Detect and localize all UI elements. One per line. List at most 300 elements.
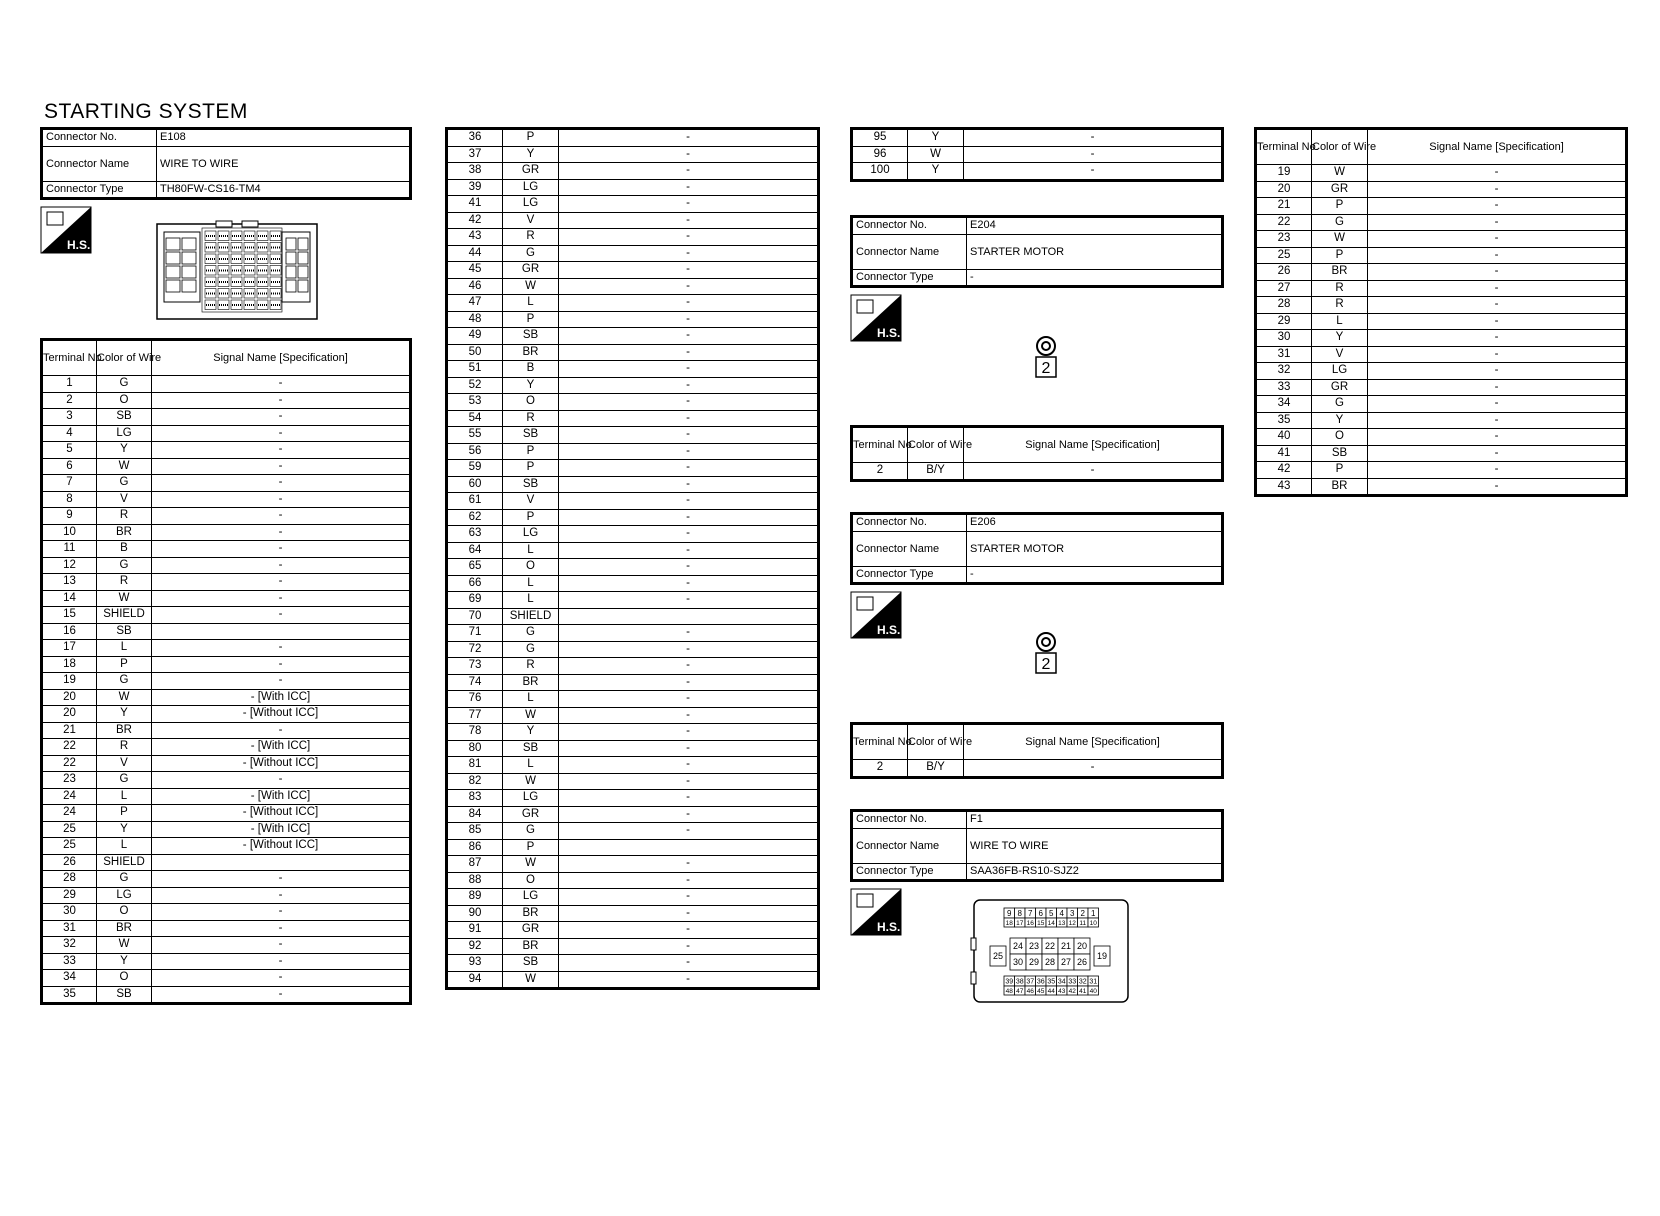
connector-name-value: WIRE TO WIRE <box>157 146 411 181</box>
terminal-number: 33 <box>1068 978 1077 986</box>
table-row <box>447 262 819 279</box>
table-row <box>1256 247 1627 264</box>
terminal-number: 30 <box>1012 957 1024 968</box>
signal-name-cell: - [With ICC] <box>152 689 411 706</box>
terminal-no-cell: 63 <box>447 526 503 543</box>
connector-f1-info <box>850 809 1224 882</box>
signal-name-cell: - <box>152 673 411 690</box>
signal-name-cell: - <box>559 295 819 312</box>
wire-color-cell: W <box>503 707 559 724</box>
connector-e108-info <box>40 127 412 200</box>
table-row <box>1256 346 1627 363</box>
hs-label: H.S. <box>877 920 901 934</box>
table-row <box>1256 214 1627 231</box>
signal-name-cell: - <box>1368 478 1627 496</box>
wire-color-cell: SB <box>503 328 559 345</box>
terminal-no-cell: 28 <box>42 871 97 888</box>
signal-name-cell: - <box>152 524 411 541</box>
wire-color-cell: W <box>908 146 964 163</box>
wire-color-cell: LG <box>503 179 559 196</box>
connector-e204-info <box>850 215 1224 288</box>
e204-terminal-table <box>850 425 1224 482</box>
wire-color-cell: V <box>503 493 559 510</box>
wire-color-cell: Y <box>1312 412 1368 429</box>
wire-color-cell: B/Y <box>908 760 964 778</box>
terminal-number: 12 <box>1068 919 1076 927</box>
table-row <box>42 557 411 574</box>
table-row <box>1256 231 1627 248</box>
terminal-no-cell: 8 <box>42 491 97 508</box>
table-row <box>852 463 1223 481</box>
table-row <box>447 460 819 477</box>
table-row <box>447 625 819 642</box>
wire-color-cell: P <box>503 460 559 477</box>
wire-color-cell: BR <box>503 938 559 955</box>
wire-color-cell: V <box>97 755 152 772</box>
terminal-no-cell: 23 <box>42 772 97 789</box>
terminal-no-cell: 9 <box>42 508 97 525</box>
table-row <box>42 673 411 690</box>
wire-color-cell: G <box>97 772 152 789</box>
connector-type-label: Connector Type <box>852 863 967 881</box>
signal-name-cell: - <box>559 707 819 724</box>
connector-no-label: Connector No. <box>852 811 967 829</box>
signal-name-cell: - <box>559 806 819 823</box>
signal-name-cell: - <box>559 196 819 213</box>
connector-type-label: Connector Type <box>852 269 967 287</box>
terminal-no-cell: 6 <box>42 458 97 475</box>
terminal-number: 15 <box>1037 919 1045 927</box>
table-row <box>447 691 819 708</box>
terminal-number: 32 <box>1078 978 1087 986</box>
table-row <box>447 740 819 757</box>
terminal-no-header: Terminal No. <box>852 427 908 463</box>
table-row <box>1256 462 1627 479</box>
table-row <box>1256 297 1627 314</box>
terminal-no-cell: 34 <box>1256 396 1312 413</box>
terminal-no-cell: 95 <box>852 129 908 147</box>
wire-color-cell: Y <box>1312 330 1368 347</box>
wire-color-cell: L <box>1312 313 1368 330</box>
signal-name-cell: - <box>559 592 819 609</box>
wire-color-cell: Y <box>503 724 559 741</box>
terminal-no-cell: 2 <box>42 392 97 409</box>
terminal-no-cell: 25 <box>42 838 97 855</box>
wire-color-cell: G <box>97 673 152 690</box>
wire-color-cell: W <box>97 937 152 954</box>
terminal-number: 43 <box>1058 987 1066 995</box>
table-row <box>447 889 819 906</box>
signal-name-cell: - <box>964 146 1223 163</box>
wire-color-cell: LG <box>503 889 559 906</box>
signal-name-cell: - <box>559 146 819 163</box>
connector-type-value: SAA36FB-RS10-SJZ2 <box>967 863 1223 881</box>
connector-no-value: E108 <box>157 129 411 147</box>
table-row <box>447 971 819 989</box>
terminal-number: 2 <box>1080 908 1085 918</box>
wire-color-cell: B <box>97 541 152 558</box>
color-of-wire-header: Color of Wire <box>1312 129 1368 165</box>
terminal-number: 36 <box>1036 978 1045 986</box>
terminal-number: 4 <box>1059 908 1064 918</box>
connector-e108-diagram <box>156 220 318 321</box>
signal-name-cell: - <box>559 394 819 411</box>
terminal-number: 41 <box>1079 987 1087 995</box>
terminal-no-cell: 25 <box>1256 247 1312 264</box>
table-row <box>1256 165 1627 182</box>
terminal-no-cell: 29 <box>42 887 97 904</box>
signal-name-cell: - <box>559 377 819 394</box>
signal-name-cell: - <box>1368 445 1627 462</box>
color-of-wire-header: Color of Wire <box>908 724 964 760</box>
table-row <box>447 575 819 592</box>
table-row <box>42 574 411 591</box>
terminal-no-cell: 28 <box>1256 297 1312 314</box>
table-row <box>447 163 819 180</box>
table-row <box>1256 264 1627 281</box>
signal-name-header: Signal Name [Specification] <box>964 427 1223 463</box>
table-row <box>42 524 411 541</box>
wire-color-cell: P <box>503 443 559 460</box>
signal-name-cell: - [Without ICC] <box>152 805 411 822</box>
signal-name-cell: - [With ICC] <box>152 739 411 756</box>
wire-color-cell: R <box>503 229 559 246</box>
terminal-no-cell: 33 <box>1256 379 1312 396</box>
connector-name-label: Connector Name <box>852 828 967 863</box>
terminal-no-cell: 47 <box>447 295 503 312</box>
terminal-no-cell: 32 <box>1256 363 1312 380</box>
table-row <box>447 773 819 790</box>
wire-color-cell: SB <box>97 623 152 640</box>
signal-name-cell: - <box>559 179 819 196</box>
terminal-no-cell: 41 <box>447 196 503 213</box>
table-row <box>447 542 819 559</box>
wire-color-cell: P <box>1312 198 1368 215</box>
signal-name-cell: - [With ICC] <box>152 821 411 838</box>
signal-name-cell: - <box>559 129 819 147</box>
signal-name-cell: - <box>559 427 819 444</box>
terminal-number: 25 <box>992 951 1004 962</box>
table-row <box>447 559 819 576</box>
terminal-number: 48 <box>1005 987 1013 995</box>
signal-name-cell: - <box>559 361 819 378</box>
signal-name-cell: - <box>152 871 411 888</box>
wire-color-cell: Y <box>908 163 964 181</box>
terminal-number: 22 <box>1044 941 1056 952</box>
wire-color-cell: R <box>97 508 152 525</box>
table-row <box>42 508 411 525</box>
terminal-no-cell: 31 <box>1256 346 1312 363</box>
hs-harness-side-icon <box>850 591 902 639</box>
terminal-no-cell: 42 <box>1256 462 1312 479</box>
table-row <box>447 938 819 955</box>
connector-no-value: E206 <box>967 514 1223 532</box>
wire-color-cell: GR <box>503 806 559 823</box>
table-row <box>447 905 819 922</box>
signal-name-cell: - <box>1368 264 1627 281</box>
wire-color-cell: GR <box>503 262 559 279</box>
wire-color-cell: SHIELD <box>503 608 559 625</box>
table-row <box>42 656 411 673</box>
terminal-no-cell: 74 <box>447 674 503 691</box>
terminal-no-cell: 51 <box>447 361 503 378</box>
terminal-no-cell: 48 <box>447 311 503 328</box>
terminal-no-cell: 21 <box>42 722 97 739</box>
terminal-number: 28 <box>1044 957 1056 968</box>
hs-label: H.S. <box>877 623 901 637</box>
wire-color-cell: G <box>97 557 152 574</box>
connector-no-label: Connector No. <box>42 129 157 147</box>
terminal-number: 19 <box>1096 951 1108 962</box>
table-row <box>447 922 819 939</box>
terminal-no-cell: 23 <box>1256 231 1312 248</box>
table-row <box>852 163 1223 181</box>
wire-color-cell: R <box>1312 297 1368 314</box>
table-row <box>42 772 411 789</box>
table-row <box>42 392 411 409</box>
terminal-number: 40 <box>1089 987 1097 995</box>
terminal-no-cell: 37 <box>447 146 503 163</box>
terminal-no-cell: 77 <box>447 707 503 724</box>
wire-color-cell: G <box>1312 214 1368 231</box>
terminal-no-cell: 27 <box>1256 280 1312 297</box>
wire-color-cell: LG <box>97 425 152 442</box>
signal-name-cell: - <box>152 904 411 921</box>
wire-color-cell: O <box>1312 429 1368 446</box>
table-row <box>447 493 819 510</box>
wire-color-cell: R <box>503 658 559 675</box>
table-row <box>447 608 819 625</box>
signal-name-cell: - <box>559 460 819 477</box>
wire-color-cell: LG <box>1312 363 1368 380</box>
signal-name-cell: - <box>559 938 819 955</box>
signal-name-cell: - <box>559 823 819 840</box>
terminal-no-cell: 82 <box>447 773 503 790</box>
terminal-no-cell: 46 <box>447 278 503 295</box>
terminal-number: 29 <box>1028 957 1040 968</box>
terminal-number: 27 <box>1060 957 1072 968</box>
signal-name-cell: - <box>1368 280 1627 297</box>
wire-color-cell: SHIELD <box>97 607 152 624</box>
signal-name-cell: - <box>1368 313 1627 330</box>
terminal-no-cell: 86 <box>447 839 503 856</box>
wire-color-cell: Y <box>97 953 152 970</box>
wire-color-cell: L <box>97 788 152 805</box>
terminal-no-cell: 61 <box>447 493 503 510</box>
signal-name-cell: - <box>559 526 819 543</box>
wire-color-cell: SB <box>97 409 152 426</box>
wire-color-cell: V <box>503 212 559 229</box>
signal-name-cell: - <box>152 920 411 937</box>
terminal-no-cell: 73 <box>447 658 503 675</box>
hs-harness-side-icon <box>850 294 902 342</box>
table-row <box>447 658 819 675</box>
table-row <box>42 937 411 954</box>
terminal-no-cell: 20 <box>1256 181 1312 198</box>
wire-color-cell: W <box>1312 165 1368 182</box>
terminal-no-cell: 52 <box>447 377 503 394</box>
wire-color-cell: L <box>503 295 559 312</box>
wire-color-cell: W <box>503 856 559 873</box>
signal-name-cell: - <box>559 163 819 180</box>
signal-name-cell: - <box>559 262 819 279</box>
terminal-no-cell: 18 <box>42 656 97 673</box>
signal-name-cell: - <box>559 278 819 295</box>
table-row <box>447 823 819 840</box>
f1-terminal-table <box>1254 127 1628 497</box>
terminal-no-cell: 78 <box>447 724 503 741</box>
connector-name-value: STARTER MOTOR <box>967 531 1223 566</box>
wire-color-cell: LG <box>97 887 152 904</box>
table-row <box>1256 396 1627 413</box>
terminal-no-cell: 20 <box>42 706 97 723</box>
e108-terminal-table-1 <box>40 338 412 1005</box>
signal-name-cell: - <box>559 443 819 460</box>
wire-color-cell: O <box>97 970 152 987</box>
terminal-no-cell: 80 <box>447 740 503 757</box>
terminal-number: 13 <box>1058 919 1066 927</box>
wire-color-cell: L <box>503 691 559 708</box>
terminal-number: 5 <box>1049 908 1054 918</box>
terminal-number: 3 <box>1070 908 1075 918</box>
table-row <box>42 821 411 838</box>
table-row <box>42 442 411 459</box>
connector-type-value: TH80FW-CS16-TM4 <box>157 181 411 199</box>
terminal-no-cell: 11 <box>42 541 97 558</box>
terminal-no-cell: 17 <box>42 640 97 657</box>
signal-name-cell: - [Without ICC] <box>152 755 411 772</box>
signal-name-cell: - <box>964 760 1223 778</box>
terminal-no-cell: 43 <box>1256 478 1312 496</box>
terminal-no-cell: 59 <box>447 460 503 477</box>
table-row <box>1256 330 1627 347</box>
terminal-no-cell: 20 <box>42 689 97 706</box>
terminal-no-cell: 33 <box>42 953 97 970</box>
table-row <box>447 509 819 526</box>
terminal-no-cell: 71 <box>447 625 503 642</box>
wire-color-cell: O <box>503 394 559 411</box>
table-row <box>42 970 411 987</box>
wire-color-cell: SB <box>503 476 559 493</box>
terminal-no-cell: 87 <box>447 856 503 873</box>
connector-no-label: Connector No. <box>852 514 967 532</box>
table-row <box>42 706 411 723</box>
table-row <box>447 839 819 856</box>
terminal-no-cell: 66 <box>447 575 503 592</box>
wire-color-cell: SB <box>1312 445 1368 462</box>
signal-name-cell: - <box>152 590 411 607</box>
table-row <box>42 838 411 855</box>
terminal-no-cell: 26 <box>42 854 97 871</box>
wire-color-cell: Y <box>97 442 152 459</box>
wire-color-cell: Y <box>908 129 964 147</box>
terminal-no-cell: 13 <box>42 574 97 591</box>
e108-terminal-table-3 <box>850 127 1224 182</box>
wire-color-cell: LG <box>503 526 559 543</box>
hs-label: H.S. <box>67 238 91 252</box>
terminal-no-cell: 35 <box>1256 412 1312 429</box>
signal-name-cell: - <box>152 772 411 789</box>
wire-color-cell: BR <box>1312 264 1368 281</box>
table-row <box>447 229 819 246</box>
table-row <box>447 707 819 724</box>
signal-name-cell: - <box>152 491 411 508</box>
terminal-number: 2 <box>1041 656 1051 673</box>
table-row <box>447 592 819 609</box>
connector-name-label: Connector Name <box>42 146 157 181</box>
terminal-number: 7 <box>1028 908 1033 918</box>
terminal-no-cell: 81 <box>447 757 503 774</box>
wire-color-cell: G <box>97 871 152 888</box>
table-row <box>447 955 819 972</box>
signal-name-cell: - <box>1368 363 1627 380</box>
table-row <box>447 806 819 823</box>
signal-name-cell: - <box>559 245 819 262</box>
wire-color-cell: GR <box>503 922 559 939</box>
wire-color-cell: O <box>503 559 559 576</box>
wire-color-cell: BR <box>1312 478 1368 496</box>
connector-no-value: F1 <box>967 811 1223 829</box>
signal-name-cell: - <box>1368 330 1627 347</box>
connector-name-label: Connector Name <box>852 234 967 269</box>
table-row <box>42 640 411 657</box>
table-row <box>852 760 1223 778</box>
signal-name-cell: - <box>152 508 411 525</box>
terminal-no-cell: 55 <box>447 427 503 444</box>
terminal-no-cell: 62 <box>447 509 503 526</box>
terminal-no-cell: 90 <box>447 905 503 922</box>
terminal-number: 9 <box>1007 908 1012 918</box>
table-row <box>42 904 411 921</box>
signal-name-cell: - <box>1368 181 1627 198</box>
terminal-no-cell: 45 <box>447 262 503 279</box>
signal-name-cell: - <box>559 674 819 691</box>
terminal-no-cell: 60 <box>447 476 503 493</box>
wire-color-cell: P <box>97 656 152 673</box>
table-row <box>447 146 819 163</box>
signal-name-cell: - <box>152 656 411 673</box>
wire-color-cell: O <box>97 392 152 409</box>
terminal-number: 8 <box>1017 908 1022 918</box>
signal-name-cell: - <box>559 509 819 526</box>
terminal-no-cell: 30 <box>42 904 97 921</box>
signal-name-cell: - <box>152 392 411 409</box>
terminal-no-cell: 93 <box>447 955 503 972</box>
wire-color-cell: W <box>97 590 152 607</box>
e204-terminal-glyph <box>1032 336 1060 380</box>
signal-name-cell: - <box>152 640 411 657</box>
wire-color-cell: R <box>97 574 152 591</box>
signal-name-cell: - <box>559 773 819 790</box>
signal-name-cell: - <box>559 740 819 757</box>
wire-color-cell: GR <box>1312 379 1368 396</box>
wire-color-cell: SB <box>503 427 559 444</box>
wire-color-cell: P <box>503 839 559 856</box>
signal-name-cell: - <box>559 922 819 939</box>
connector-type-value: - <box>967 269 1223 287</box>
terminal-number: 14 <box>1047 919 1055 927</box>
table-row <box>447 856 819 873</box>
signal-name-cell <box>559 839 819 856</box>
table-row <box>1256 478 1627 496</box>
wire-color-cell: W <box>503 773 559 790</box>
signal-name-cell: - <box>152 970 411 987</box>
signal-name-cell: - <box>559 625 819 642</box>
terminal-no-cell: 29 <box>1256 313 1312 330</box>
terminal-no-cell: 19 <box>1256 165 1312 182</box>
signal-name-cell: - <box>152 442 411 459</box>
table-row <box>42 607 411 624</box>
